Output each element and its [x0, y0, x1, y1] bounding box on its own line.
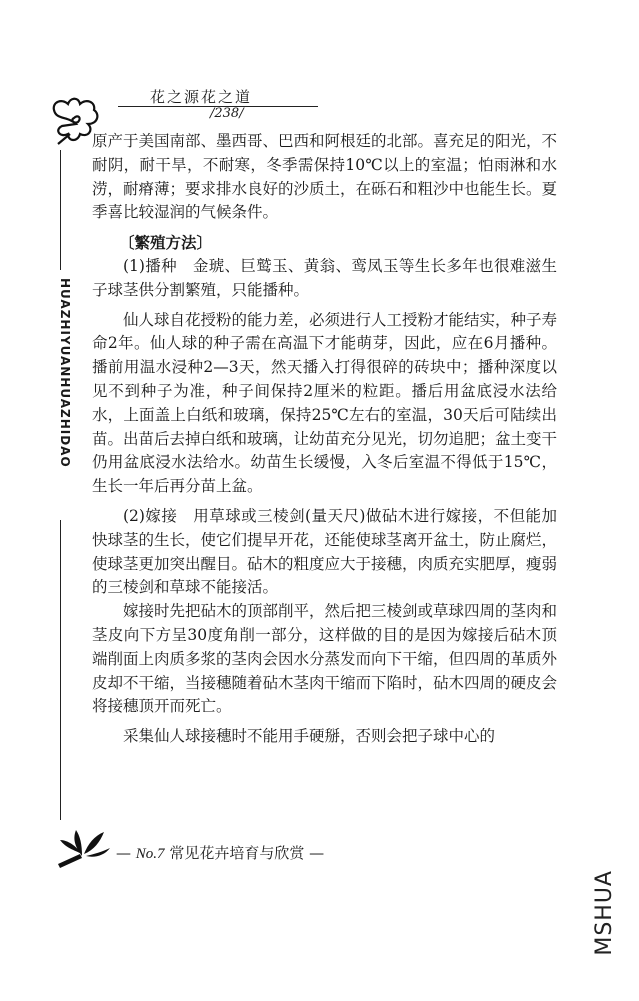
- leaf-ornament-icon: [52, 818, 114, 870]
- paragraph: 嫁接时先把砧木的顶部削平，然后把三棱剑或草球四周的茎肉和茎皮向下方呈30度角削一部分，这样做的目的是因为嫁接后砧木顶端削面上肉质多浆的茎肉会因水分蒸发而向下干缩，但四周的革质外皮却不干缩，当接穗随着砧木茎肉干缩而下陷时，砧木四周的硬皮会将接穗顶开而死亡。: [92, 602, 558, 716]
- paragraph: (1)播种 金琥、巨鹫玉、黄翁、鸾凤玉等生长多年也很难滋生子球茎供分割繁殖，只能播种。: [92, 256, 557, 299]
- side-rule-top: [60, 150, 61, 270]
- running-header-title: 花之源花之道: [150, 88, 253, 106]
- paragraph: 原产于美国南部、墨西哥、巴西和阿根廷的北部。喜充足的阳光，不耐阴，耐干旱，不耐寒，冬季需保持10℃以上的室温；怕雨淋和水涝，耐瘠薄；要求排水良好的沙质土，在砾石和粗沙中也能生长。夏季喜比较湿润的气候条件。: [92, 132, 558, 222]
- watermark-text: MSHUA: [592, 870, 617, 956]
- section-heading: 〔繁殖方法〕: [119, 233, 213, 253]
- paragraph: 采集仙人球接穗时不能用手硬掰，否则会把子球中心的: [123, 727, 496, 746]
- page-number: /238/: [210, 106, 244, 121]
- side-rule-bottom: [60, 520, 61, 820]
- paragraph: (2)嫁接 用草球或三棱剑(量天尺)做砧木进行嫁接，不但能加快球茎的生长，使它们提早开花，还能使球茎离开盆土，防止腐烂，使球茎更加突出醒目。砧木的粗度应大于接穗，肉质充实肥厚，瘦弱的三棱剑和草球不能接活。: [92, 506, 558, 597]
- side-running-label: HUAZHIYUANHUAZHIDAO: [58, 278, 72, 468]
- body-text: [92, 130, 557, 749]
- series-number: No.7: [135, 846, 165, 862]
- running-footer: — No.7 常见花卉培育与欣赏 —: [116, 844, 325, 862]
- paragraph: 仙人球自花授粉的能力差，必须进行人工授粉才能结实，种子寿命2年。仙人球的种子需在高温下才能萌芽，因此，应在6月播种。播前用温水浸种2—3天，然天播入打得很碎的砖块中；播种深度以见不到种子为准，种子间保持2厘米的粒距。播后用盆底浸水法给水，上面盖上白纸和玻璃，保持25℃左右的室温，30天后可陆续出苗。出苗后去掉白纸和玻璃，让幼苗充分见光，切勿追肥；盆土变干仍用盆底浸水法给水。幼苗生长缓慢，入冬后室温不得低于15℃，生长一年后再分苗上盆。: [92, 310, 558, 496]
- book-title: 常见花卉培育与欣赏: [169, 844, 305, 862]
